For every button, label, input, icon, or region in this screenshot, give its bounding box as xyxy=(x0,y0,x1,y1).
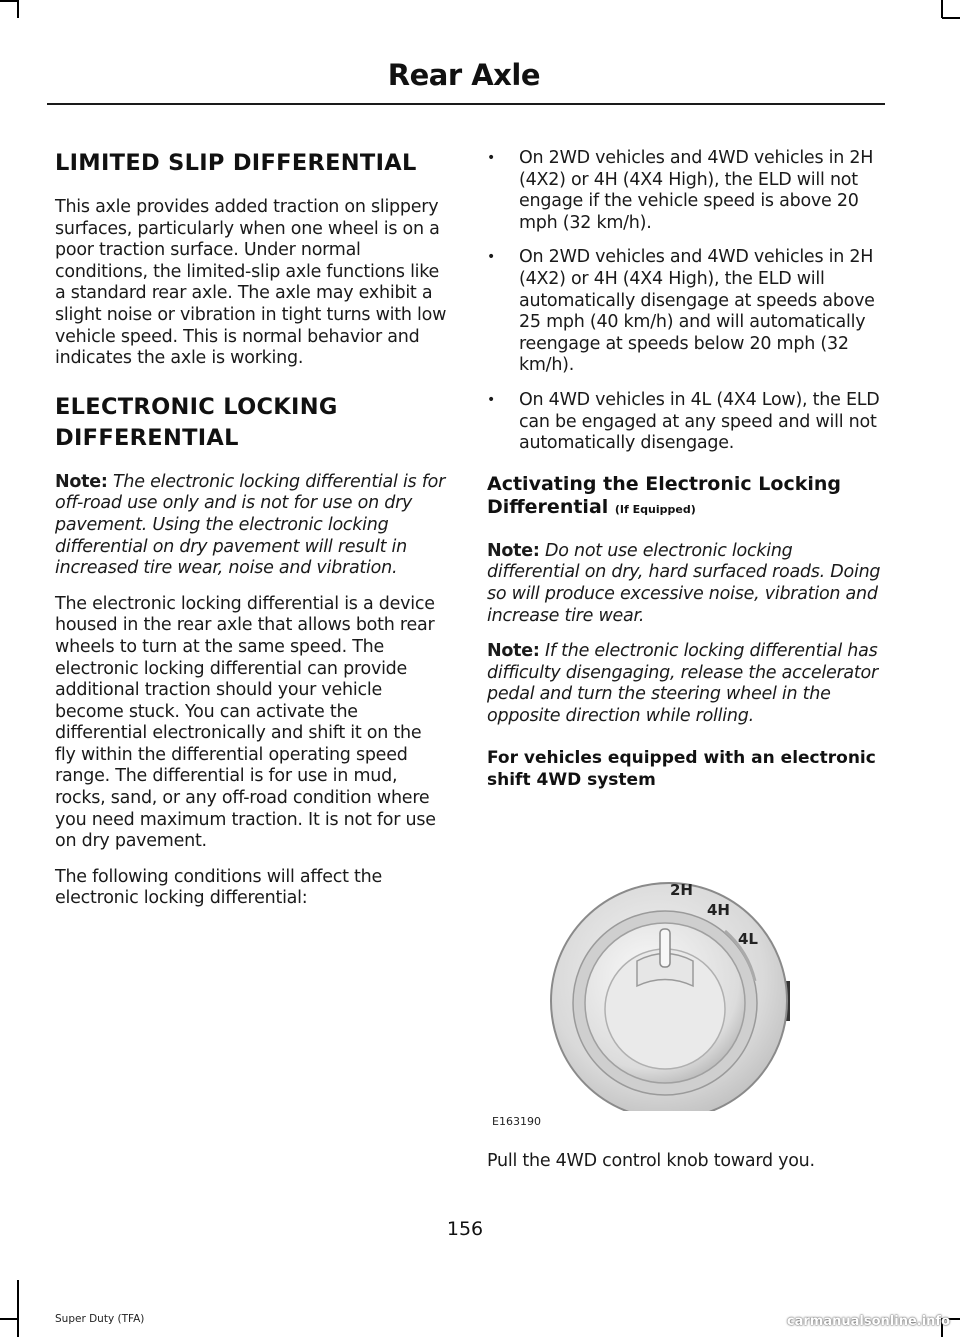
heading-electronic-shift-4wd: For vehicles equipped with an electronic shift 4WD system xyxy=(487,748,876,791)
paragraph-conditions-intro: The following conditions will affect the electronic locking differential: xyxy=(55,866,382,909)
bullet-glyph: • xyxy=(487,249,496,266)
bullet-glyph: • xyxy=(487,391,496,408)
crop-mark xyxy=(941,0,943,18)
heading-electronic-locking xyxy=(55,392,447,454)
paragraph-limited-slip: This axle provides added traction on slippery surfaces, particularly when one wheel is on a poor traction surface. Under normal conditions, the limited-slip axle functions like a standard rear axle. The axle may exhibit a slight noise or vibration in tight turns with low vehicle speed. This is normal behavior and indicates the axle is working. xyxy=(55,197,447,369)
list-item-text: On 2WD vehicles and 4WD vehicles in 2H (4X2) or 4H (4X4 High), the ELD will not engage if the vehicle speed is above 20 mph (32 km/h). xyxy=(519,148,874,233)
crop-mark xyxy=(17,1280,19,1337)
note-text: The electronic locking differential is for off-road use only and is not for use on dry pavement. Using the electronic locking differential on dry pavement will result in increased tire wear, noise and vibration. xyxy=(55,471,446,579)
paragraph-pull-knob: Pull the 4WD control knob toward you. xyxy=(487,1151,815,1172)
note-dry-roads xyxy=(487,541,882,627)
note-disengaging xyxy=(487,641,882,727)
note-label: Note: xyxy=(55,471,108,492)
page-header-title: Rear Axle xyxy=(387,58,540,92)
list-item xyxy=(487,390,882,455)
footer-model: Super Duty (TFA) xyxy=(55,1313,145,1325)
crop-mark xyxy=(17,0,19,18)
heading-line-2: DIFFERENTIAL xyxy=(55,424,239,451)
left-column xyxy=(55,140,447,924)
4wd-knob-icon xyxy=(487,811,797,1111)
list-item xyxy=(487,148,882,234)
page-number: 156 xyxy=(446,1218,484,1240)
note-off-road xyxy=(55,472,447,580)
knob-label-4l: 4L xyxy=(738,930,758,949)
note-text: Do not use electronic locking differential on dry, hard surfaced roads. Doing so will produce excessive noise, vibration and increase tire wear. xyxy=(487,540,881,626)
figure-code: E163190 xyxy=(492,1115,541,1129)
list-item-text: On 2WD vehicles and 4WD vehicles in 2H (4X2) or 4H (4X4 High), the ELD will automatically disengage at speeds above 25 mph (40 km/h) and will automatically reengage at speeds below 20 mph (32 km/h). xyxy=(519,247,875,376)
crop-mark xyxy=(942,17,960,19)
knob-label-2h: 2H xyxy=(670,881,693,900)
paragraph-eld-description: The electronic locking differential is a device housed in the rear axle that allows both rear wheels to turn at the same speed. The electronic locking differential can provide additional traction should your vehicle become stuck. You can activate the differential electronically and shift it on the fly within the differential operating speed range. The differential is for use in mud, rocks, sand, or any off-road condition where you need maximum traction. It is not for use on dry pavement. xyxy=(55,593,436,852)
knob-label-4h: 4H xyxy=(707,901,730,920)
heading-activating-eld xyxy=(487,473,882,521)
right-column xyxy=(487,148,882,1187)
4wd-knob-illustration xyxy=(487,811,797,1141)
note-text: If the electronic locking differential has difficulty disengaging, release the accelerator pedal and turn the steering wheel in the opposite direction while rolling. xyxy=(487,641,878,726)
heading-if-equipped: (If Equipped) xyxy=(614,502,696,516)
crop-mark xyxy=(0,0,18,2)
list-item xyxy=(487,247,882,377)
crop-mark xyxy=(0,1318,18,1320)
bullet-glyph: • xyxy=(487,150,496,166)
note-label: Note: xyxy=(487,540,540,561)
conditions-list xyxy=(487,148,882,455)
heading-main: Activating the Electronic Locking Differential xyxy=(487,472,841,518)
watermark: carmanualsonline.info xyxy=(786,1314,950,1329)
heading-limited-slip: LIMITED SLIP DIFFERENTIAL xyxy=(55,150,417,176)
note-label: Note: xyxy=(487,641,540,662)
list-item-text: On 4WD vehicles in 4L (4X4 Low), the ELD can be engaged at any speed and will not automatically disengage. xyxy=(519,389,880,454)
heading-line-1: ELECTRONIC LOCKING xyxy=(55,393,338,420)
header-rule xyxy=(47,103,885,105)
